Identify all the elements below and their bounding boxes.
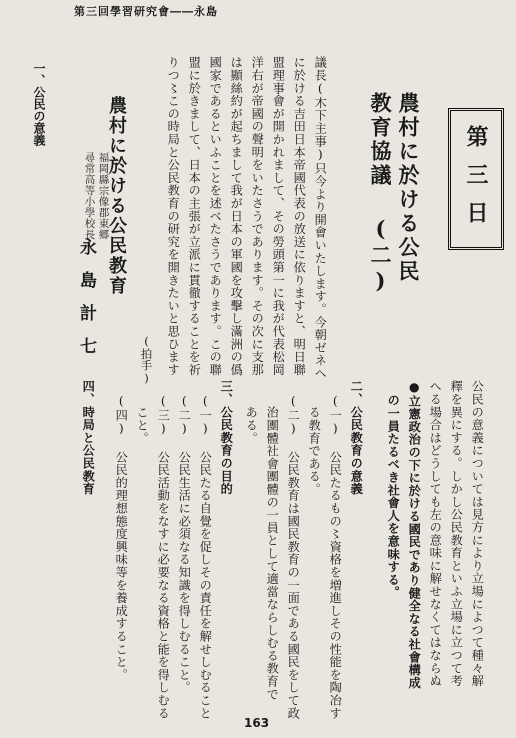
body-line: こと。 xyxy=(135,406,150,445)
affiliation-line: 福岡縣宗像郡東郷 xyxy=(97,152,110,240)
body-line: (二) 公民生活に必須なる知識を得しむること。 xyxy=(177,394,192,694)
affiliation-line: 尋常高等小學校長 xyxy=(83,152,96,240)
body-line: (四) 公民的理想態度興味等を養成すること。 xyxy=(114,394,129,681)
day-box xyxy=(448,108,504,250)
section-heading: 二、公民教育の意義 xyxy=(349,380,364,496)
body-line: ある。 xyxy=(244,406,259,445)
day-box-label: 第三日 xyxy=(463,125,489,239)
author-name: 永島計七 xyxy=(76,238,96,370)
body-line: 治團體社會團體の一員として適當ならしむる教育で xyxy=(265,406,280,701)
section-heading: 一、公民の意義 xyxy=(32,62,46,146)
speech-line: 盟に於きまして、日本の主張が立派に貫徹することを祈 xyxy=(187,56,202,376)
applause-note: (拍手) xyxy=(139,334,154,385)
session-title-line-2: 教育協議 (二) xyxy=(368,92,393,296)
session-title-line-1: 農村に於ける公民 xyxy=(396,92,421,284)
speech-line: に於ける吉田日本帝國代表の放送に依りますと、明日聯 xyxy=(292,56,307,376)
body-line: 公民の意義については見方により立場によつて種々解 xyxy=(470,380,485,688)
body-line: の一員たるべき社會人を意味する。 xyxy=(386,394,401,599)
body-line: へる場合はどうしても左の意味に解せなくてはならぬ xyxy=(428,380,443,688)
body-line: (三) 公民活動をなすに必要なる資格と能を得しむる xyxy=(156,394,171,720)
speech-line: 議長(木下主事)只今より開會いたします。今朝ゼネヘ xyxy=(313,56,328,380)
body-line: ●立憲政治の下に於ける國民であり健全なる社會構成 xyxy=(407,380,422,689)
body-line: (一) 公民たる自覺を促しその責任を解せしむること xyxy=(198,394,213,720)
running-header: 第三回學習研究會――永島 xyxy=(74,5,218,18)
talk-title: 農村に於ける公民教育 xyxy=(106,96,127,296)
speech-line: りつ〻この時局と公民教育の研究を開きたいと思ひます xyxy=(166,56,181,376)
section-heading: 四、時局と公民教育 xyxy=(81,380,96,496)
speech-line: は顯絲約が起ちまして我が日本の軍國を攻擊し滿洲の僞 xyxy=(229,56,244,376)
speech-line: 國家であるといふことを述べたさうであります。この聯 xyxy=(208,56,223,376)
speech-line: 盟理事會が開かれまして、その勞頭第一に我が代表松岡 xyxy=(271,56,286,376)
body-line: る教育である。 xyxy=(307,406,322,496)
section-heading: 三、公民教育の目的 xyxy=(219,380,234,496)
page-number: 163 xyxy=(244,716,270,730)
body-line: (二) 公民教育は國民教育の一面である國民をして政 xyxy=(286,394,301,720)
body-line: (一) 公民たるもの〻資格を増進しその性能を陶冶す xyxy=(328,394,343,720)
speech-line: 洋右が帝國の聲明をいたさうであります。その次に支那 xyxy=(250,56,265,376)
body-line: 釋を異にする。しかし公民教育といふ立場に立つて考 xyxy=(449,380,464,688)
